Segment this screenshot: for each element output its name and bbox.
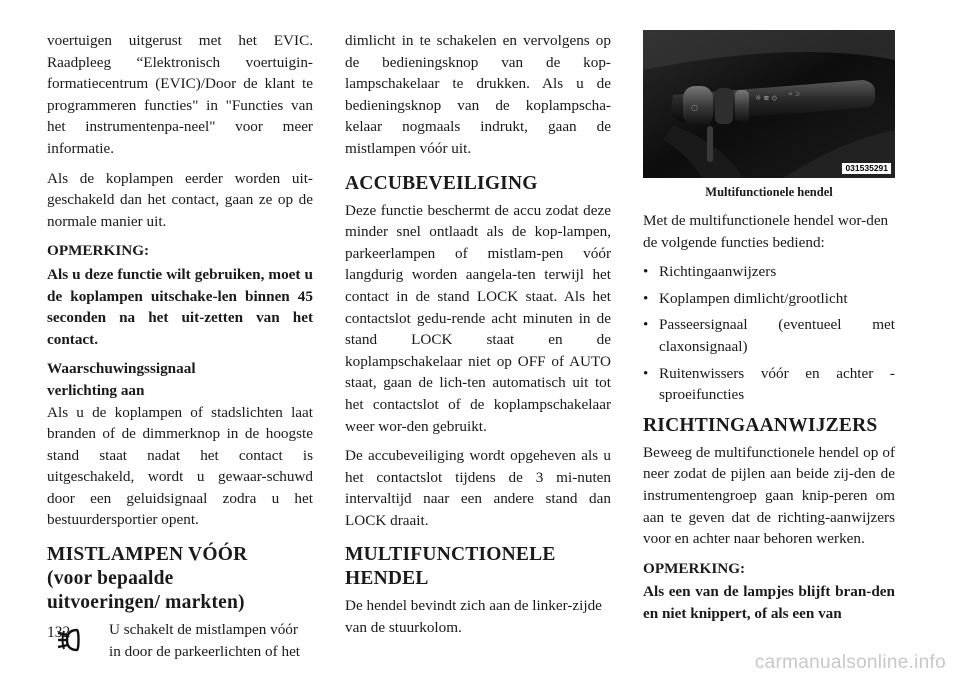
paragraph: Als u de koplampen of stadslichten laat branden of de dimmerknop in de hoogste stand staat nadat het contact is uitgeschakeld, wordt u gewaar-schuwd door een geluidsignaal zodra u het bestuurdersportier opent.: [47, 403, 313, 529]
list-item: • Richtingaanwijzers: [643, 261, 895, 283]
subheading-line-1: Waarschuwingssignaal: [47, 360, 196, 378]
paragraph: Als de koplampen eerder worden uit-geschakeld dan het contact, gaan ze op de normale manier uit.: [47, 169, 313, 230]
svg-text:◌: ◌: [691, 103, 698, 112]
image-caption: Multifunctionele hendel: [705, 185, 833, 199]
list-item: • Ruitenwissers vóór en achter - sproeifuncties: [643, 363, 895, 406]
list-item: • Passeersignaal (eventueel met claxonsignaal): [643, 314, 895, 357]
note-text: Als een van de lampjes blijft bran-den en niet knippert, of als een van: [643, 583, 895, 622]
paragraph: Beweeg de multifunctionele hendel op of neer zodat de pijlen aan beide zij-den de instrumentengroep gaan knip-peren om aan te geven dat de richting-aanwijzers voor en achter naar behoren werken.: [643, 443, 895, 548]
section-heading-fog-lamps: MISTLAMPEN VÓÓR (voor bepaalde uitvoeringen/ markten): [47, 544, 248, 614]
watermark: carmanualsonline.info: [754, 652, 946, 673]
fog-lamp-text: U schakelt de mistlampen vóór in door de parkeerlichten of het: [109, 621, 301, 660]
note-label: OPMERKING:: [643, 559, 746, 577]
svg-text:☼ ≡ ◇: ☼ ≡ ◇: [755, 94, 777, 102]
section-heading-battery: ACCUBEVEILIGING: [345, 172, 538, 194]
section-heading-turn-signals: RICHTINGAANWIJZERS: [643, 414, 878, 436]
note-text: Als u deze functie wilt gebruiken, moet u de koplampen uitschake-len binnen 45 seconden na het uit-zetten van het contact.: [47, 265, 313, 348]
section-heading-multifunction-lever: MULTIFUNCTIONELE HENDEL: [345, 544, 556, 590]
subheading-line-2: verlichting aan: [47, 381, 145, 399]
column-left: [47, 30, 313, 662]
paragraph: De hendel bevindt zich aan de linker-zijde van de stuurkolom.: [345, 597, 602, 637]
function-list: [643, 261, 895, 406]
lever-illustration: [643, 30, 895, 178]
paragraph: Met de multifunctionele hendel wor-den de volgende functies bediend:: [643, 212, 889, 251]
subheading: [47, 358, 313, 401]
multifunction-lever-photo: [643, 30, 895, 178]
page-number: 132: [47, 624, 71, 641]
paragraph: voertuigen uitgerust met het EVIC. Raadpleeg “Elektronisch voertuigin-formatiecentrum (EVIC)/Door de klant te programmeren functies" in "Functies van het instrumentenpa-neel" voor meer informatie.: [47, 32, 313, 157]
list-item: • Koplampen dimlicht/grootlicht: [643, 288, 895, 310]
svg-text:⚬ ⊃: ⚬ ⊃: [788, 91, 800, 98]
column-right: [643, 30, 895, 633]
paragraph: De accubeveiliging wordt opgeheven als u het contactslot tijdens de 3 mi-nuten intervaltijd naar een andere stand dan LOCK draait.: [345, 447, 611, 529]
paragraph: dimlicht in te schakelen en vervolgens op de bedieningsknop van de kop-lampschakelaar te drukken. Als u de bedieningsknop van de koplampscha-kelaar nogmaals indrukt, gaan de mistlampen vóór uit.: [345, 32, 611, 157]
note-label: OPMERKING:: [47, 242, 150, 260]
image-code: 031535291: [842, 163, 891, 174]
column-middle: [345, 30, 611, 647]
fog-lamp-block: [47, 619, 313, 662]
paragraph: Deze functie beschermt de accu zodat deze minder snel ontlaadt als de kop-lampen, parkeerlampen of mistlam-pen vóór langdurig worden aangela-ten terwijl het contact in de stand LOCK staat. Als het contactslot gedu-rende acht minuten in de stand LOCK staat en de koplampschakelaar niet op OFF of AUTO staat, gaan de lich-ten automatisch uit tot het contactslot of de koplampschakelaar weer wor-den gebruikt.: [345, 201, 611, 435]
